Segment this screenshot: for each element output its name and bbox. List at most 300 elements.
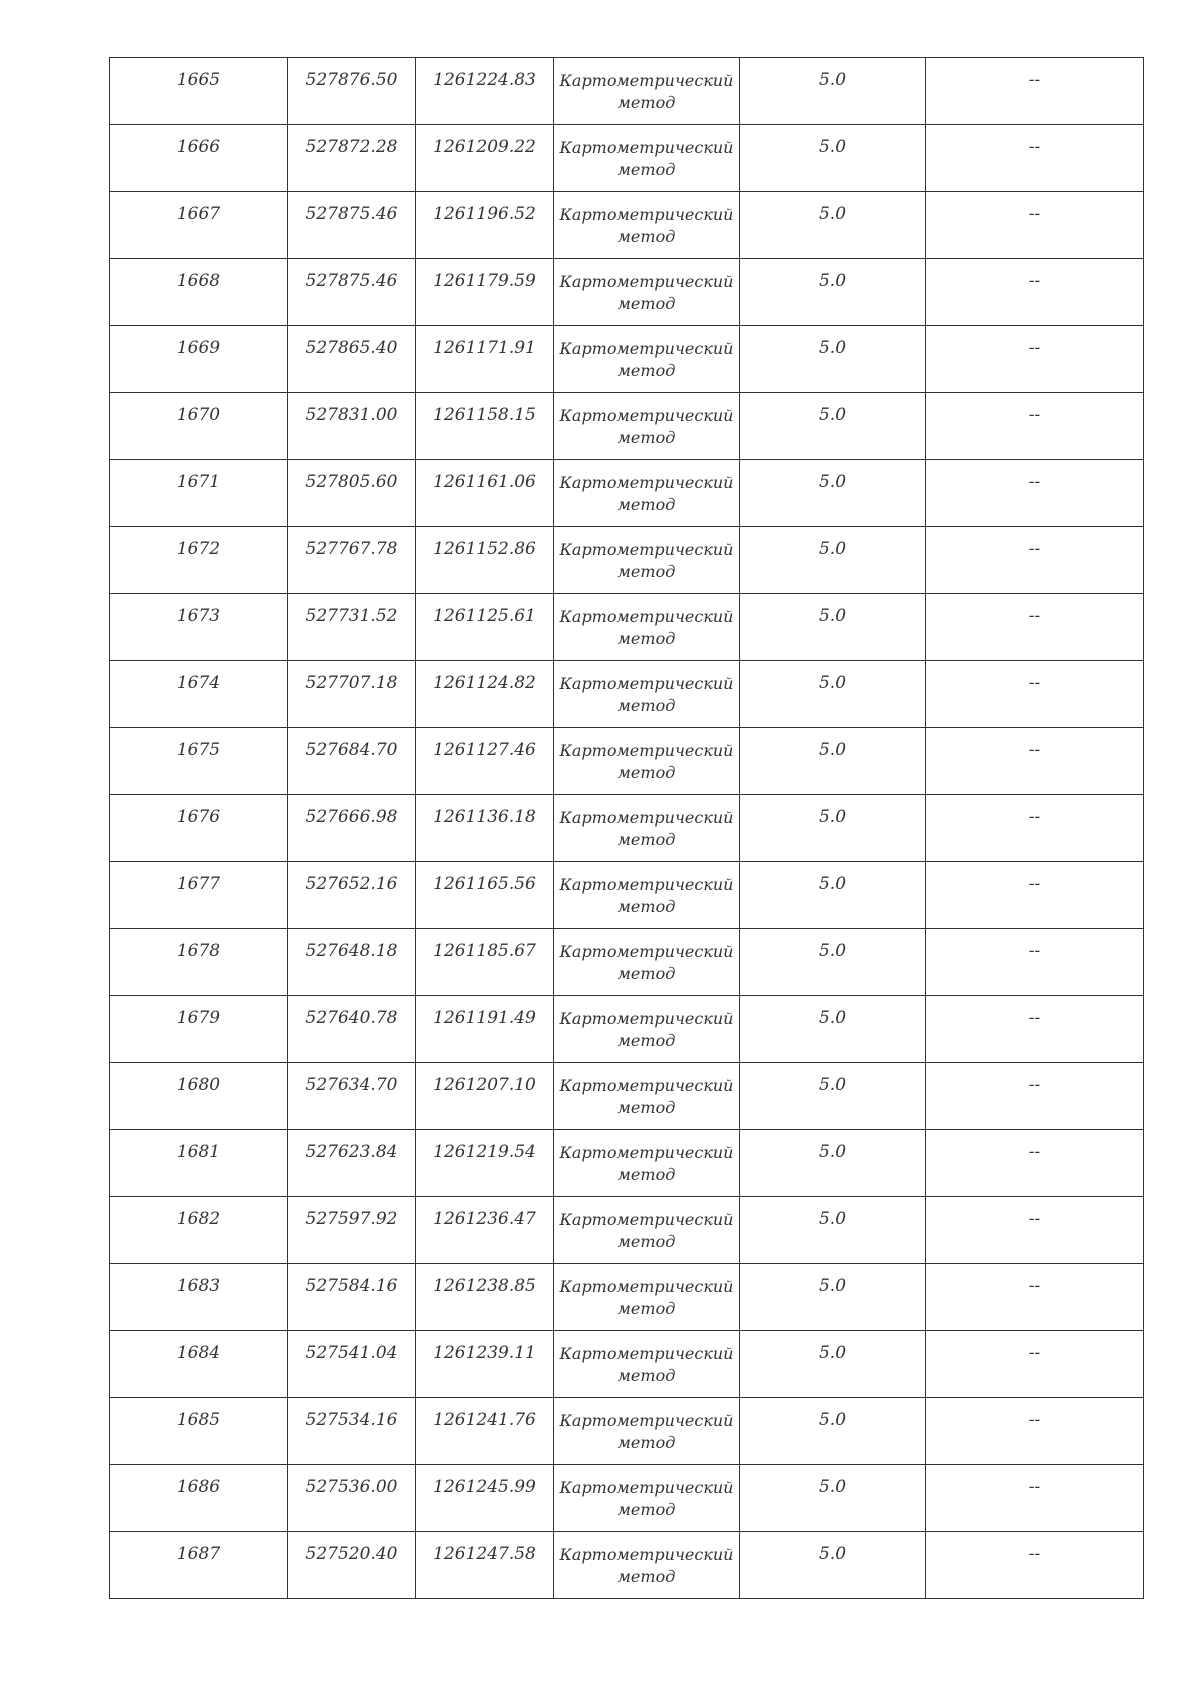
accuracy-text: 5.0	[818, 539, 847, 559]
method-cell	[554, 1197, 740, 1264]
method-line-1: Картометрический	[559, 1478, 734, 1497]
method-line-1: Картометрический	[559, 1545, 734, 1564]
y-coordinate-text: 1261158.15	[433, 405, 536, 425]
x-coordinate-text: 527520.40	[305, 1544, 398, 1564]
y-coordinate-text: 1261171.91	[433, 338, 536, 358]
y-coordinate-text: 1261224.83	[433, 70, 536, 90]
point-number-text: 1682	[176, 1209, 221, 1229]
note-cell	[926, 1398, 1144, 1465]
point-number-text: 1668	[176, 271, 221, 291]
accuracy-cell	[740, 1063, 926, 1130]
point-number-text: 1672	[176, 539, 221, 559]
method-cell	[554, 661, 740, 728]
x-coordinate-cell	[288, 527, 416, 594]
y-coordinate-cell	[416, 259, 554, 326]
x-coordinate-cell	[288, 1063, 416, 1130]
method-line-1: Картометрический	[559, 1344, 734, 1363]
table-row	[110, 1063, 1144, 1130]
note-text: --	[1028, 472, 1041, 492]
x-coordinate-text: 527876.50	[305, 70, 398, 90]
note-cell	[926, 460, 1144, 527]
x-coordinate-cell	[288, 192, 416, 259]
y-coordinate-cell	[416, 862, 554, 929]
method-cell	[554, 1331, 740, 1398]
y-coordinate-cell	[416, 393, 554, 460]
method-text	[554, 862, 739, 918]
y-coordinate-text: 1261245.99	[433, 1477, 536, 1497]
method-line-2: метод	[617, 1031, 676, 1050]
accuracy-cell	[740, 929, 926, 996]
note-text: --	[1028, 807, 1041, 827]
x-coordinate-cell	[288, 58, 416, 125]
accuracy-cell	[740, 259, 926, 326]
y-coordinate-text: 1261179.59	[433, 271, 536, 291]
y-coordinate-cell	[416, 1465, 554, 1532]
note-text: --	[1028, 70, 1041, 90]
y-coordinate-cell	[416, 996, 554, 1063]
x-coordinate-text: 527648.18	[305, 941, 398, 961]
accuracy-cell	[740, 527, 926, 594]
x-coordinate-cell	[288, 929, 416, 996]
method-text	[554, 58, 739, 114]
point-number-text: 1686	[176, 1477, 221, 1497]
y-coordinate-text: 1261238.85	[433, 1276, 536, 1296]
accuracy-text: 5.0	[818, 606, 847, 626]
method-line-2: метод	[617, 294, 676, 313]
x-coordinate-cell	[288, 1532, 416, 1599]
point-number-cell	[110, 661, 288, 728]
y-coordinate-cell	[416, 125, 554, 192]
method-text	[554, 1398, 739, 1454]
table-row	[110, 728, 1144, 795]
point-number-text: 1674	[176, 673, 221, 693]
x-coordinate-text: 527707.18	[305, 673, 398, 693]
y-coordinate-cell	[416, 1063, 554, 1130]
method-cell	[554, 1465, 740, 1532]
x-coordinate-cell	[288, 393, 416, 460]
x-coordinate-cell	[288, 326, 416, 393]
note-cell	[926, 393, 1144, 460]
method-line-2: метод	[617, 1500, 676, 1519]
x-coordinate-cell	[288, 1130, 416, 1197]
method-text	[554, 795, 739, 851]
y-coordinate-cell	[416, 661, 554, 728]
method-line-2: метод	[617, 562, 676, 581]
y-coordinate-text: 1261161.06	[433, 472, 536, 492]
point-number-text: 1677	[176, 874, 221, 894]
y-coordinate-text: 1261207.10	[433, 1075, 536, 1095]
method-line-1: Картометрический	[559, 875, 734, 894]
accuracy-text: 5.0	[818, 1075, 847, 1095]
point-number-text: 1673	[176, 606, 221, 626]
point-number-cell	[110, 795, 288, 862]
method-cell	[554, 1130, 740, 1197]
method-line-1: Картометрический	[559, 942, 734, 961]
x-coordinate-cell	[288, 1197, 416, 1264]
point-number-cell	[110, 929, 288, 996]
y-coordinate-cell	[416, 192, 554, 259]
note-text: --	[1028, 1477, 1041, 1497]
method-line-2: метод	[617, 1098, 676, 1117]
accuracy-text: 5.0	[818, 1008, 847, 1028]
note-text: --	[1028, 1075, 1041, 1095]
x-coordinate-text: 527684.70	[305, 740, 398, 760]
method-text	[554, 929, 739, 985]
method-cell	[554, 929, 740, 996]
y-coordinate-text: 1261247.58	[433, 1544, 536, 1564]
point-number-text: 1678	[176, 941, 221, 961]
method-cell	[554, 594, 740, 661]
y-coordinate-cell	[416, 1197, 554, 1264]
y-coordinate-text: 1261219.54	[433, 1142, 536, 1162]
note-cell	[926, 661, 1144, 728]
method-line-2: метод	[617, 1567, 676, 1586]
x-coordinate-text: 527872.28	[305, 137, 398, 157]
note-cell	[926, 1264, 1144, 1331]
method-line-2: метод	[617, 495, 676, 514]
method-line-2: метод	[617, 629, 676, 648]
x-coordinate-text: 527640.78	[305, 1008, 398, 1028]
note-cell	[926, 1130, 1144, 1197]
note-cell	[926, 1465, 1144, 1532]
point-number-cell	[110, 58, 288, 125]
x-coordinate-text: 527597.92	[305, 1209, 398, 1229]
note-text: --	[1028, 338, 1041, 358]
table-row	[110, 795, 1144, 862]
table-row	[110, 192, 1144, 259]
note-text: --	[1028, 1008, 1041, 1028]
method-cell	[554, 728, 740, 795]
point-number-cell	[110, 1264, 288, 1331]
y-coordinate-cell	[416, 728, 554, 795]
method-cell	[554, 1264, 740, 1331]
y-coordinate-text: 1261136.18	[433, 807, 536, 827]
accuracy-cell	[740, 460, 926, 527]
x-coordinate-cell	[288, 996, 416, 1063]
method-text	[554, 1465, 739, 1521]
point-number-text: 1679	[176, 1008, 221, 1028]
point-number-cell	[110, 996, 288, 1063]
accuracy-cell	[740, 58, 926, 125]
point-number-cell	[110, 1532, 288, 1599]
method-line-1: Картометрический	[559, 1009, 734, 1028]
accuracy-cell	[740, 1465, 926, 1532]
method-cell	[554, 58, 740, 125]
table-row	[110, 996, 1144, 1063]
method-text	[554, 728, 739, 784]
method-line-2: метод	[617, 1165, 676, 1184]
point-number-cell	[110, 192, 288, 259]
x-coordinate-cell	[288, 1264, 416, 1331]
accuracy-cell	[740, 125, 926, 192]
accuracy-cell	[740, 1130, 926, 1197]
note-cell	[926, 862, 1144, 929]
y-coordinate-cell	[416, 58, 554, 125]
note-text: --	[1028, 673, 1041, 693]
method-line-2: метод	[617, 696, 676, 715]
point-number-cell	[110, 125, 288, 192]
accuracy-text: 5.0	[818, 807, 847, 827]
note-text: --	[1028, 137, 1041, 157]
note-text: --	[1028, 204, 1041, 224]
note-text: --	[1028, 1209, 1041, 1229]
table-row	[110, 1130, 1144, 1197]
method-text	[554, 1264, 739, 1320]
x-coordinate-cell	[288, 728, 416, 795]
method-line-1: Картометрический	[559, 1076, 734, 1095]
accuracy-text: 5.0	[818, 1142, 847, 1162]
method-cell	[554, 996, 740, 1063]
table-row	[110, 393, 1144, 460]
method-line-1: Картометрический	[559, 674, 734, 693]
x-coordinate-cell	[288, 661, 416, 728]
method-text	[554, 192, 739, 248]
method-text	[554, 661, 739, 717]
note-cell	[926, 1197, 1144, 1264]
x-coordinate-cell	[288, 795, 416, 862]
point-number-text: 1683	[176, 1276, 221, 1296]
point-number-text: 1670	[176, 405, 221, 425]
method-line-1: Картометрический	[559, 339, 734, 358]
table-row	[110, 661, 1144, 728]
accuracy-text: 5.0	[818, 472, 847, 492]
accuracy-text: 5.0	[818, 338, 847, 358]
accuracy-cell	[740, 728, 926, 795]
method-line-2: метод	[617, 763, 676, 782]
y-coordinate-cell	[416, 1532, 554, 1599]
method-line-1: Картометрический	[559, 205, 734, 224]
y-coordinate-text: 1261209.22	[433, 137, 536, 157]
accuracy-cell	[740, 795, 926, 862]
method-line-1: Картометрический	[559, 808, 734, 827]
accuracy-text: 5.0	[818, 137, 847, 157]
accuracy-cell	[740, 661, 926, 728]
note-text: --	[1028, 1343, 1041, 1363]
x-coordinate-text: 527623.84	[305, 1142, 398, 1162]
x-coordinate-cell	[288, 259, 416, 326]
method-cell	[554, 1398, 740, 1465]
accuracy-cell	[740, 326, 926, 393]
note-cell	[926, 527, 1144, 594]
point-number-text: 1676	[176, 807, 221, 827]
y-coordinate-text: 1261127.46	[433, 740, 536, 760]
method-cell	[554, 527, 740, 594]
accuracy-text: 5.0	[818, 1410, 847, 1430]
note-cell	[926, 192, 1144, 259]
x-coordinate-text: 527652.16	[305, 874, 398, 894]
y-coordinate-text: 1261239.11	[433, 1343, 536, 1363]
method-line-1: Картометрический	[559, 1210, 734, 1229]
point-number-cell	[110, 1130, 288, 1197]
y-coordinate-text: 1261165.56	[433, 874, 536, 894]
method-line-1: Картометрический	[559, 1143, 734, 1162]
accuracy-cell	[740, 862, 926, 929]
accuracy-text: 5.0	[818, 1209, 847, 1229]
note-text: --	[1028, 271, 1041, 291]
y-coordinate-text: 1261125.61	[433, 606, 536, 626]
y-coordinate-cell	[416, 1331, 554, 1398]
point-number-cell	[110, 1063, 288, 1130]
method-line-2: метод	[617, 1366, 676, 1385]
y-coordinate-cell	[416, 795, 554, 862]
method-line-2: метод	[617, 1232, 676, 1251]
method-text	[554, 393, 739, 449]
x-coordinate-cell	[288, 1465, 416, 1532]
table-row	[110, 1331, 1144, 1398]
y-coordinate-text: 1261236.47	[433, 1209, 536, 1229]
method-line-2: метод	[617, 93, 676, 112]
point-number-cell	[110, 1331, 288, 1398]
note-text: --	[1028, 1544, 1041, 1564]
x-coordinate-text: 527534.16	[305, 1410, 398, 1430]
coordinates-table-body	[110, 58, 1144, 1599]
table-row	[110, 326, 1144, 393]
method-line-1: Картометрический	[559, 473, 734, 492]
accuracy-text: 5.0	[818, 70, 847, 90]
note-cell	[926, 259, 1144, 326]
method-line-2: метод	[617, 964, 676, 983]
method-cell	[554, 259, 740, 326]
accuracy-cell	[740, 996, 926, 1063]
method-line-1: Картометрический	[559, 71, 734, 90]
y-coordinate-text: 1261124.82	[433, 673, 536, 693]
note-cell	[926, 1063, 1144, 1130]
coordinates-table	[109, 57, 1144, 1599]
y-coordinate-cell	[416, 1264, 554, 1331]
point-number-text: 1675	[176, 740, 221, 760]
point-number-text: 1667	[176, 204, 221, 224]
method-cell	[554, 1532, 740, 1599]
accuracy-cell	[740, 1264, 926, 1331]
method-line-2: метод	[617, 361, 676, 380]
method-text	[554, 259, 739, 315]
note-cell	[926, 728, 1144, 795]
table-row	[110, 1532, 1144, 1599]
point-number-text: 1685	[176, 1410, 221, 1430]
x-coordinate-text: 527536.00	[305, 1477, 398, 1497]
table-row	[110, 1398, 1144, 1465]
x-coordinate-text: 527875.46	[305, 204, 398, 224]
accuracy-cell	[740, 1331, 926, 1398]
accuracy-cell	[740, 393, 926, 460]
point-number-cell	[110, 1398, 288, 1465]
accuracy-cell	[740, 1398, 926, 1465]
note-text: --	[1028, 740, 1041, 760]
note-cell	[926, 326, 1144, 393]
accuracy-text: 5.0	[818, 271, 847, 291]
y-coordinate-text: 1261152.86	[433, 539, 536, 559]
method-line-2: метод	[617, 227, 676, 246]
x-coordinate-text: 527584.16	[305, 1276, 398, 1296]
table-row	[110, 58, 1144, 125]
method-cell	[554, 192, 740, 259]
y-coordinate-cell	[416, 929, 554, 996]
note-cell	[926, 125, 1144, 192]
method-line-2: метод	[617, 428, 676, 447]
x-coordinate-cell	[288, 1398, 416, 1465]
x-coordinate-text: 527875.46	[305, 271, 398, 291]
method-line-1: Картометрический	[559, 406, 734, 425]
x-coordinate-cell	[288, 594, 416, 661]
x-coordinate-text: 527767.78	[305, 539, 398, 559]
point-number-cell	[110, 862, 288, 929]
method-line-2: метод	[617, 1299, 676, 1318]
point-number-cell	[110, 259, 288, 326]
accuracy-text: 5.0	[818, 405, 847, 425]
accuracy-text: 5.0	[818, 740, 847, 760]
point-number-text: 1680	[176, 1075, 221, 1095]
point-number-cell	[110, 728, 288, 795]
method-text	[554, 996, 739, 1052]
note-cell	[926, 1331, 1144, 1398]
note-text: --	[1028, 874, 1041, 894]
method-text	[554, 326, 739, 382]
note-text: --	[1028, 539, 1041, 559]
note-text: --	[1028, 606, 1041, 626]
note-text: --	[1028, 1276, 1041, 1296]
point-number-text: 1669	[176, 338, 221, 358]
note-cell	[926, 58, 1144, 125]
note-text: --	[1028, 941, 1041, 961]
method-text	[554, 1331, 739, 1387]
note-cell	[926, 1532, 1144, 1599]
accuracy-cell	[740, 1532, 926, 1599]
table-row	[110, 527, 1144, 594]
method-line-1: Картометрический	[559, 741, 734, 760]
note-text: --	[1028, 1142, 1041, 1162]
method-line-1: Картометрический	[559, 1411, 734, 1430]
point-number-text: 1665	[176, 70, 221, 90]
accuracy-text: 5.0	[818, 673, 847, 693]
method-text	[554, 1130, 739, 1186]
point-number-text: 1666	[176, 137, 221, 157]
method-cell	[554, 460, 740, 527]
method-line-1: Картометрический	[559, 607, 734, 626]
y-coordinate-cell	[416, 527, 554, 594]
point-number-cell	[110, 1465, 288, 1532]
table-row	[110, 1197, 1144, 1264]
point-number-cell	[110, 1197, 288, 1264]
method-cell	[554, 1063, 740, 1130]
point-number-cell	[110, 527, 288, 594]
accuracy-cell	[740, 1197, 926, 1264]
note-cell	[926, 795, 1144, 862]
y-coordinate-text: 1261185.67	[433, 941, 536, 961]
y-coordinate-text: 1261191.49	[433, 1008, 536, 1028]
y-coordinate-cell	[416, 1398, 554, 1465]
accuracy-text: 5.0	[818, 874, 847, 894]
method-line-1: Картометрический	[559, 138, 734, 157]
y-coordinate-cell	[416, 594, 554, 661]
method-cell	[554, 393, 740, 460]
method-line-2: метод	[617, 1433, 676, 1452]
point-number-cell	[110, 460, 288, 527]
method-line-2: метод	[617, 897, 676, 916]
y-coordinate-cell	[416, 326, 554, 393]
accuracy-text: 5.0	[818, 1544, 847, 1564]
x-coordinate-text: 527666.98	[305, 807, 398, 827]
x-coordinate-text: 527865.40	[305, 338, 398, 358]
method-text	[554, 1197, 739, 1253]
method-line-1: Картометрический	[559, 272, 734, 291]
point-number-text: 1687	[176, 1544, 221, 1564]
accuracy-cell	[740, 594, 926, 661]
x-coordinate-text: 527731.52	[305, 606, 398, 626]
table-row	[110, 460, 1144, 527]
note-cell	[926, 594, 1144, 661]
x-coordinate-cell	[288, 1331, 416, 1398]
method-line-2: метод	[617, 830, 676, 849]
